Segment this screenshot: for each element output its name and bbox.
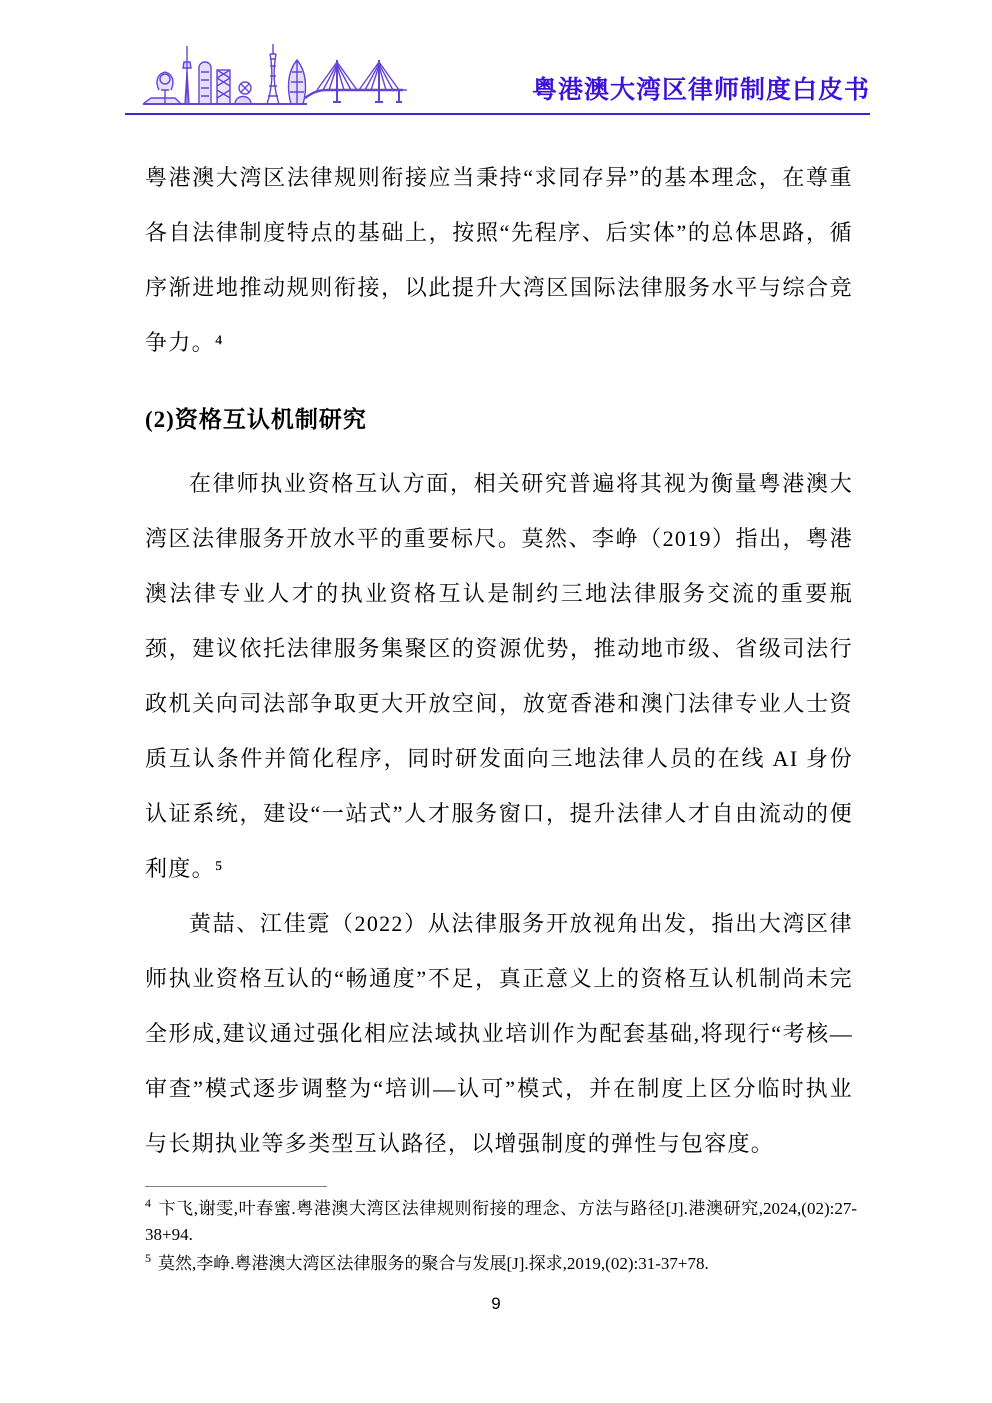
city-skyline-icon bbox=[141, 42, 409, 112]
section-heading-qualification: (2)资格互认机制研究 bbox=[145, 407, 367, 432]
page-number: 9 bbox=[491, 1294, 501, 1313]
paragraph-rule-linking: 粤港澳大湾区法律规则衔接应当秉持“求同存异”的基本理念，在尊重各自法律制度特点的基础上，按照“先程序、后实体”的总体思路，循序渐进地推动规则衔接，以此提升大湾区国际法律服务水平与综合竞争力。⁴ bbox=[145, 165, 853, 355]
footnote-separator bbox=[145, 1186, 327, 1187]
footnote-item-5 bbox=[145, 1251, 857, 1277]
footnote-marker-5: 5 bbox=[145, 1251, 151, 1266]
paragraph-huang-jiang: 黄喆、江佳霓（2022）从法律服务开放视角出发，指出大湾区律师执业资格互认的“畅通度”不足，真正意义上的资格互认机制尚未完全形成,建议通过强化相应法域执业培训作为配套基础,将现行“考核—审查”模式逐步调整为“培训—认可”模式，并在制度上区分临时执业与长期执业等多类型互认路径，以增强制度的弹性与包容度。 bbox=[145, 911, 853, 1156]
footnotes-section bbox=[145, 1186, 857, 1280]
header-title: 粤港澳大湾区律师制度白皮书 bbox=[531, 76, 870, 104]
page-header bbox=[125, 0, 870, 115]
footnote-marker-4: 4 bbox=[145, 1196, 151, 1211]
paragraph-mutual-recognition: 在律师执业资格互认方面，相关研究普遍将其视为衡量粤港澳大湾区法律服务开放水平的重要标尺。莫然、李峥（2019）指出，粤港澳法律专业人才的执业资格互认是制约三地法律服务交流的重要瓶颈，建议依托法律服务集聚区的资源优势，推动地市级、省级司法行政机关向司法部争取更大开放空间，放宽香港和澳门法律专业人士资质互认条件并简化程序，同时研发面向三地法律人员的在线 AI 身份认证系统，建设“一站式”人才服务窗口，提升法律人才自由流动的便利度。⁵ bbox=[145, 471, 853, 881]
header-rule bbox=[125, 113, 870, 115]
footnote-text-5: 莫然,李峥.粤港澳大湾区法律服务的聚合与发展[J].探求,2019,(02):31-37+78. bbox=[158, 1254, 709, 1273]
page-body bbox=[145, 116, 853, 1171]
footnote-item-4 bbox=[145, 1196, 857, 1248]
header-row bbox=[125, 0, 870, 112]
footnote-text-4: 卞飞,谢雯,叶春蜜.粤港澳大湾区法律规则衔接的理念、方法与路径[J].港澳研究,2024,(02):27-38+94. bbox=[145, 1199, 857, 1244]
